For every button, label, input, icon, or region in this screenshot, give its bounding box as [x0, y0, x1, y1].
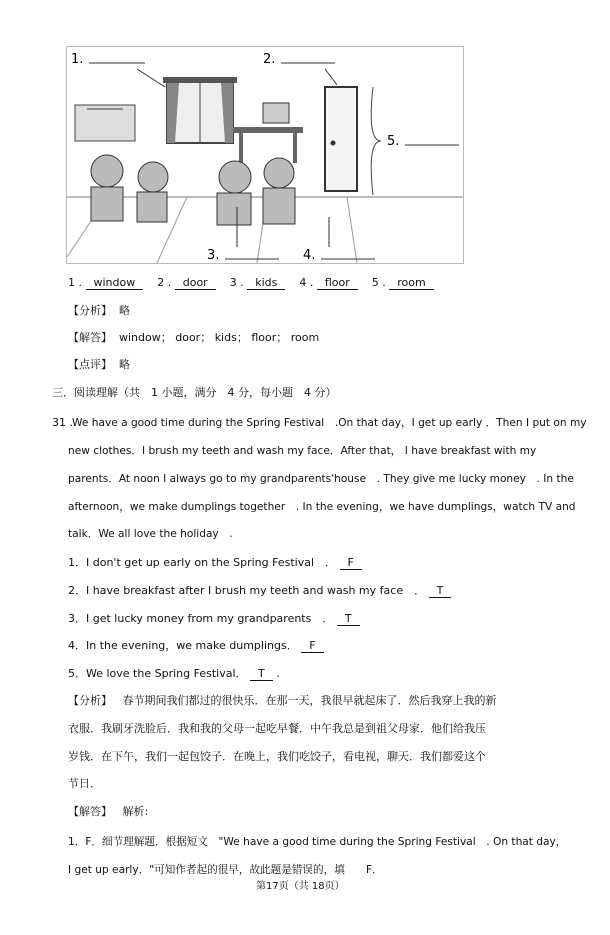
answer-number-5: 5 .	[371, 276, 386, 289]
question-5-text: 5．We love the Spring Festival．	[68, 667, 247, 680]
question-5	[68, 667, 280, 681]
solution-2-tag: 【解答】	[68, 805, 112, 818]
solution-2-line-2: I get up early．"可知作者起的很早，故此题是错误的，填 F．	[68, 864, 383, 876]
question-5-answer: T	[250, 668, 273, 681]
solution-1-text: window； door； kids； floor； room	[119, 331, 320, 344]
comment-1-tag: 【点评】	[68, 358, 112, 371]
analysis-2-first	[68, 694, 497, 708]
figure-label-2: 2.	[263, 52, 276, 67]
passage-line-2: new clothes．I brush my teeth and wash my face．After that， I have breakfast with my	[68, 445, 537, 457]
answers-line	[68, 276, 434, 290]
answer-number-2: 2 .	[157, 276, 172, 289]
answer-1: window	[86, 277, 144, 290]
question-4-answer: F	[301, 640, 323, 653]
comment-1	[68, 358, 130, 372]
figure-label-5: 5.	[387, 134, 400, 149]
question-2	[68, 584, 451, 598]
section-3-title: 三．阅读理解（共 1 小题，满分 4 分，每小题 4 分）	[52, 386, 337, 399]
figure-label-4: 4.	[303, 248, 316, 263]
analysis-2-line-1: 春节期间我们都过的很快乐．在那一天，我很早就起床了．然后我穿上我的新	[122, 694, 497, 707]
answer-number-3: 3 .	[229, 276, 244, 289]
answer-3: kids	[247, 277, 285, 290]
answer-number-1: 1 .	[68, 276, 82, 289]
question-2-text: 2．I have breakfast after I brush my teeth and wash my face ．	[68, 584, 426, 597]
question-1-answer: F	[340, 557, 362, 570]
question-2-answer: T	[429, 585, 452, 598]
passage-number: 31 .	[52, 416, 73, 429]
question-1-text: 1．I don't get up early on the Spring Festival ．	[68, 556, 337, 569]
room-drawing	[67, 47, 463, 263]
solution-2	[68, 805, 148, 819]
solution-1-tag: 【解答】	[68, 331, 112, 344]
question-3-text: 3．I get lucky money from my grandparents ．	[68, 612, 334, 625]
answer-number-4: 4 .	[299, 276, 314, 289]
analysis-2-line-2: 衣服．我刷牙洗脸后．我和我的父母一起吃早餐．中午我总是到祖父母家．他们给我压	[68, 722, 486, 735]
question-1	[68, 556, 362, 570]
passage-line-3: parents．At noon I always go to my grandparents'house . They give me lucky money . In the	[68, 473, 574, 485]
analysis-1	[68, 304, 130, 318]
analysis-2-line-4: 节日．	[68, 777, 101, 790]
question-4-text: 4．In the evening，we make dumplings．	[68, 639, 298, 652]
solution-1	[68, 331, 319, 345]
passage-line-4: afternoon，we make dumplings together . In the evening，we have dumplings，watch TV and	[68, 501, 576, 513]
passage-line-1: We have a good time during the Spring Festival .On that day，I get up early ．Then I put on my	[72, 417, 587, 429]
question-3	[68, 612, 360, 626]
comment-1-text: 略	[119, 358, 130, 371]
analysis-1-text: 略	[119, 304, 130, 317]
solution-2-line-1: 1．F．细节理解题．根据短文 "We have a good time during the Spring Festival . On that day，	[68, 836, 567, 848]
analysis-2-line-3: 岁钱．在下午，我们一起包饺子．在晚上，我们吃饺子，看电视，聊天．我们都爱这个	[68, 750, 486, 763]
question-5-suffix: .	[276, 667, 280, 680]
classroom-illustration	[66, 46, 464, 264]
figure-label-1: 1.	[71, 52, 84, 67]
passage-line-5: talk．We all love the holiday .	[68, 528, 233, 540]
figure-label-3: 3.	[207, 248, 220, 263]
question-4	[68, 639, 324, 653]
solution-2-text: 解析:	[122, 805, 149, 818]
question-3-answer: T	[337, 613, 360, 626]
answer-5: room	[389, 277, 433, 290]
page-footer: 第17页（共 18页）	[256, 881, 345, 892]
analysis-2-tag: 【分析】	[68, 694, 112, 707]
answer-2: door	[175, 277, 216, 290]
analysis-1-tag: 【分析】	[68, 304, 112, 317]
answer-4: floor	[317, 277, 358, 290]
